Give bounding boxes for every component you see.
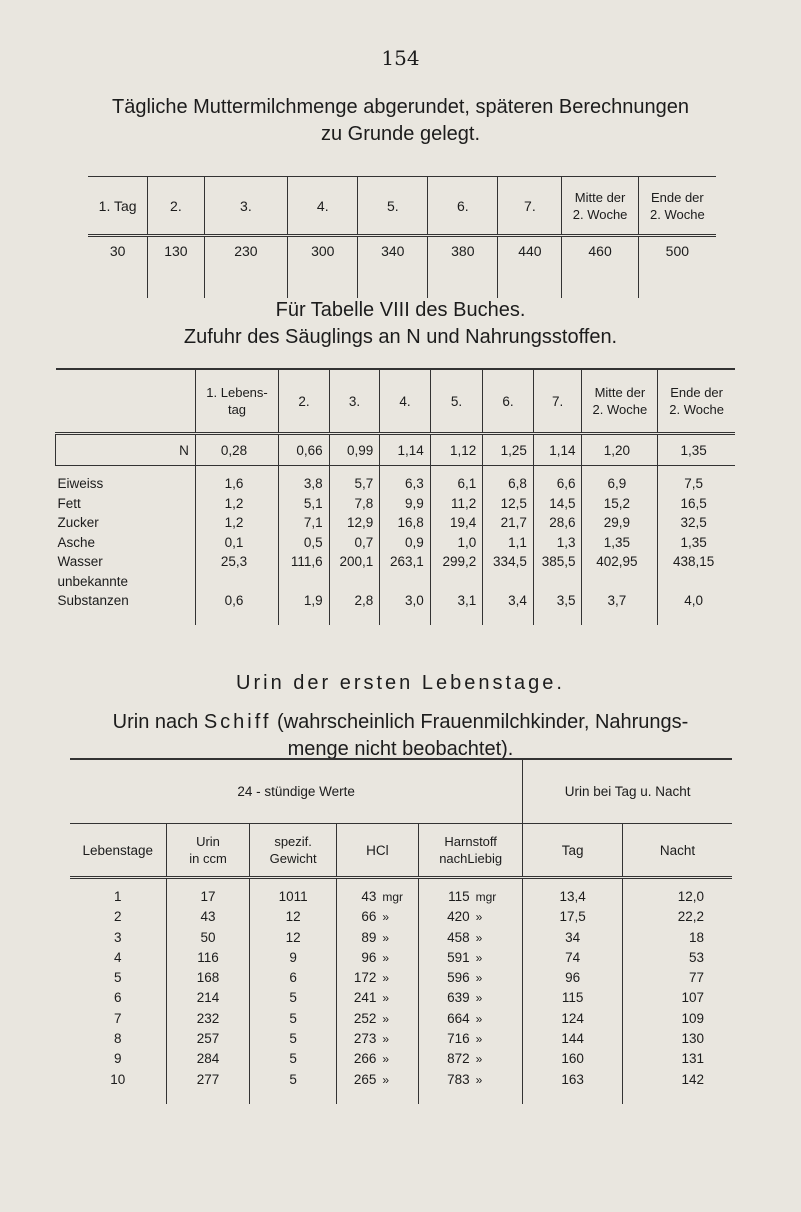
table-row — [70, 878, 732, 908]
unit: » — [382, 930, 390, 945]
table-cell: 1,35 — [658, 533, 735, 553]
table-cell-tag: 34 — [523, 928, 623, 948]
unit: » — [475, 1032, 483, 1047]
table-cell — [582, 572, 658, 592]
page-number: 154 — [381, 46, 420, 70]
table-row — [70, 907, 732, 927]
table-cell-nacht: 107 — [622, 988, 732, 1008]
header-cell — [195, 369, 278, 434]
unit: » — [475, 1011, 483, 1026]
title-line: Tägliche Muttermilchmenge abgerundet, späteren Berechnungen — [111, 96, 690, 118]
table-cell: 1,35 — [658, 434, 735, 466]
table-cell: 0,6 — [195, 591, 278, 625]
header-cell: 1. Tag — [98, 197, 137, 214]
table-cell-harn — [419, 907, 523, 927]
header-cell — [582, 369, 658, 434]
urine-table — [70, 758, 732, 1104]
table-cell-hcl — [336, 928, 418, 948]
table-cell-spez: 6 — [250, 968, 336, 988]
table-row — [56, 572, 736, 592]
table-cell: 4,0 — [658, 591, 735, 625]
table-cell: 32,5 — [658, 513, 735, 533]
unit: » — [382, 1032, 390, 1047]
header-cell — [658, 369, 735, 434]
unit: » — [475, 930, 483, 945]
table-cell: 230 — [204, 236, 288, 299]
header-cell: 6. — [483, 369, 534, 434]
table-row — [70, 1029, 732, 1049]
table-cell: 3,4 — [483, 591, 534, 625]
table-cell: 340 — [358, 236, 428, 299]
row-label: unbekannte — [57, 573, 129, 589]
header-cell — [638, 177, 716, 236]
header-line: Mitte der — [574, 189, 626, 205]
table-cell-day: 8 — [114, 1031, 122, 1047]
table-row — [70, 1049, 732, 1069]
table-cell: 1,14 — [533, 434, 582, 466]
milk-amount-table — [88, 176, 716, 298]
table-row — [56, 591, 736, 625]
nutrient-rows — [56, 466, 736, 625]
table-cell: 6,3 — [380, 466, 431, 494]
table-cell-nacht: 130 — [622, 1029, 732, 1049]
table-cell-nacht: 131 — [622, 1049, 732, 1069]
table-cell-day: 2 — [114, 909, 122, 925]
header-cell: Lebenstage — [82, 842, 154, 858]
header-cell: 4. — [288, 177, 358, 236]
value: 420 — [447, 909, 470, 925]
value: 66 — [361, 909, 377, 925]
table-cell-day: 9 — [114, 1051, 122, 1067]
header-cell: 3. — [329, 369, 380, 434]
table-cell: 1,6 — [195, 466, 278, 494]
table-cell-tag: 17,5 — [523, 907, 623, 927]
row-label: Asche — [57, 534, 96, 550]
table-cell: 0,99 — [329, 434, 380, 466]
header-cell: 4. — [380, 369, 431, 434]
unit: » — [382, 971, 390, 986]
table-cell — [195, 572, 278, 592]
header-line: Ende der — [650, 189, 704, 205]
table-cell-day: 3 — [114, 929, 122, 945]
table-cell: 16,8 — [380, 513, 431, 533]
table-cell: 19,4 — [430, 513, 482, 533]
table-cell: 1,2 — [195, 513, 278, 533]
value: 172 — [353, 970, 377, 986]
unit: » — [475, 950, 483, 965]
header-line: 2. Woche — [669, 402, 724, 417]
header-cell — [166, 824, 250, 878]
header-cell — [562, 177, 638, 236]
table-cell-day: 5 — [114, 970, 122, 986]
table-cell-harn — [419, 1029, 523, 1049]
value: 252 — [353, 1010, 377, 1026]
table-row — [88, 236, 716, 299]
value: 639 — [447, 990, 470, 1006]
table-cell: 12,5 — [483, 494, 534, 514]
table-cell: 1,14 — [380, 434, 431, 466]
header-line: 2. Woche — [650, 206, 705, 222]
table-cell: 200,1 — [329, 552, 380, 572]
row-label: N — [56, 434, 196, 466]
header-cell-empty — [56, 369, 196, 434]
value: 664 — [447, 1010, 470, 1026]
table-cell: 0,66 — [279, 434, 329, 466]
title-segment: Urin nach — [112, 711, 199, 733]
header-line: Gewicht — [269, 851, 317, 866]
author-name: Schiff — [203, 711, 272, 733]
table-cell: 500 — [638, 236, 716, 299]
table-cell-harn — [419, 1070, 523, 1104]
table-cell-spez: 9 — [250, 948, 336, 968]
table-cell-hcl — [336, 948, 418, 968]
table-cell: 7,5 — [658, 466, 735, 494]
unit: » — [382, 1052, 390, 1067]
table-cell: 6,9 — [582, 466, 658, 494]
table-cell — [533, 572, 582, 592]
table-cell-hcl — [336, 988, 418, 1008]
table-row — [56, 552, 736, 572]
table-cell-harn — [419, 968, 523, 988]
header-cell: 5. — [358, 177, 428, 236]
table-cell: 3,8 — [279, 466, 329, 494]
header-cell: HCl — [336, 824, 418, 878]
table-cell-nacht: 142 — [622, 1070, 732, 1104]
nutrient-table — [55, 368, 735, 625]
header-line: in ccm — [189, 851, 227, 866]
table-cell-harn — [419, 988, 523, 1008]
title-segment: (wahrscheinlich Frauenmilchkinder, Nahrungs- — [277, 711, 689, 733]
table-cell-spez: 1011 — [250, 878, 336, 908]
header-cell: 2. — [279, 369, 329, 434]
table-cell-tag: 115 — [523, 988, 623, 1008]
table-cell: 300 — [288, 236, 358, 299]
header-line: nachLiebig — [439, 851, 503, 866]
table-cell-harn — [419, 1009, 523, 1029]
value: 591 — [447, 949, 470, 965]
table-cell: 28,6 — [533, 513, 582, 533]
header-cell: Tag — [523, 824, 623, 878]
table-cell: 334,5 — [483, 552, 534, 572]
table-cell: 29,9 — [582, 513, 658, 533]
table-cell — [658, 572, 735, 592]
title-line: Zufuhr des Säuglings an N und Nahrungsstoffen. — [183, 326, 618, 348]
table-cell: 460 — [562, 236, 638, 299]
table-cell-harn — [419, 1049, 523, 1069]
header-line: Mitte der — [594, 385, 646, 400]
value: 596 — [447, 970, 470, 986]
group-header-row — [70, 759, 732, 824]
table-cell: 6,8 — [483, 466, 534, 494]
row-label: Fett — [57, 495, 81, 511]
table-cell: 440 — [498, 236, 562, 299]
header-line: Harnstoff — [444, 834, 497, 849]
title-line: menge nicht beobachtet). — [287, 738, 514, 760]
unit: » — [475, 910, 483, 925]
table-cell-tag: 160 — [523, 1049, 623, 1069]
title-line — [0, 709, 801, 736]
header-cell: 3. — [204, 177, 288, 236]
table-cell: 1,0 — [430, 533, 482, 553]
table-row-n — [56, 434, 736, 466]
unit: » — [382, 1011, 390, 1026]
header-line: tag — [227, 402, 247, 417]
table-row — [70, 1009, 732, 1029]
value: 241 — [353, 990, 377, 1006]
table-row — [70, 988, 732, 1008]
group-header: Urin bei Tag u. Nacht — [523, 759, 732, 824]
title-line: Für Tabelle VIII des Buches. — [275, 299, 526, 321]
table-cell — [483, 572, 534, 592]
table-row — [70, 1070, 732, 1104]
value: 89 — [361, 929, 377, 945]
table-cell: 0,5 — [279, 533, 329, 553]
table-cell-spez: 5 — [250, 1049, 336, 1069]
table-cell-day: 4 — [114, 949, 122, 965]
table-cell-hcl — [336, 878, 418, 908]
table-cell-harn — [419, 928, 523, 948]
value: 43 — [361, 889, 377, 904]
table-cell-tag: 13,4 — [523, 878, 623, 908]
table-cell-harn — [419, 948, 523, 968]
table-cell-nacht: 22,2 — [622, 907, 732, 927]
unit: » — [475, 1072, 483, 1087]
row-label: Wasser — [57, 554, 103, 569]
table-cell-urin: 232 — [166, 1009, 250, 1029]
table-cell: 2,8 — [329, 591, 380, 625]
table-cell: 299,2 — [430, 552, 482, 572]
table-cell-tag: 74 — [523, 948, 623, 968]
table-cell-urin: 257 — [166, 1029, 250, 1049]
table-cell-nacht: 12,0 — [622, 878, 732, 908]
value: 273 — [353, 1031, 377, 1047]
unit: » — [382, 910, 390, 925]
table-cell: 30 — [109, 243, 126, 259]
table-cell-tag: 163 — [523, 1070, 623, 1104]
table-cell: 1,20 — [582, 434, 658, 466]
value: 872 — [447, 1051, 470, 1067]
header-cell: 2. — [148, 177, 204, 236]
table-cell-hcl — [336, 1070, 418, 1104]
table-cell: 6,6 — [533, 466, 582, 494]
table-cell-spez: 12 — [250, 907, 336, 927]
table-row — [70, 968, 732, 988]
header-cell — [419, 824, 523, 878]
table-cell: 15,2 — [582, 494, 658, 514]
urine-rows — [70, 878, 732, 1104]
table-cell — [380, 572, 431, 592]
table-cell: 9,9 — [380, 494, 431, 514]
value: 458 — [447, 929, 470, 945]
table-cell-spez: 5 — [250, 1009, 336, 1029]
header-row — [70, 824, 732, 878]
table-cell — [279, 572, 329, 592]
table-cell-urin: 214 — [166, 988, 250, 1008]
table-cell-nacht: 109 — [622, 1009, 732, 1029]
table-cell-hcl — [336, 1049, 418, 1069]
table-cell-tag: 144 — [523, 1029, 623, 1049]
row-label: Eiweiss — [57, 476, 104, 491]
header-line: Ende der — [670, 385, 723, 400]
table-row — [56, 494, 736, 514]
table-cell: 263,1 — [380, 552, 431, 572]
table-cell: 380 — [428, 236, 498, 299]
title-nutrient-intake — [0, 297, 801, 351]
table-cell: 1,9 — [279, 591, 329, 625]
header-line: spezif. — [274, 834, 312, 849]
header-line: 1. Lebens- — [206, 385, 268, 400]
header-row — [88, 177, 716, 236]
unit: » — [475, 1052, 483, 1067]
table-cell: 1,35 — [582, 533, 658, 553]
header-cell: 5. — [430, 369, 482, 434]
table-cell-spez: 12 — [250, 928, 336, 948]
table-cell: 0,7 — [329, 533, 380, 553]
table-cell-day: 1 — [114, 889, 122, 904]
value: 783 — [447, 1071, 470, 1087]
table-cell: 7,8 — [329, 494, 380, 514]
header-row — [56, 369, 736, 434]
table-cell-hcl — [336, 1009, 418, 1029]
table-cell-hcl — [336, 1029, 418, 1049]
table-cell-spez: 5 — [250, 988, 336, 1008]
value: 265 — [353, 1071, 377, 1087]
table-row — [56, 513, 736, 533]
table-cell-day: 6 — [114, 990, 122, 1006]
table-cell: 1,3 — [533, 533, 582, 553]
table-cell: 6,1 — [430, 466, 482, 494]
table-cell-day: 10 — [110, 1071, 126, 1087]
table-cell: 3,1 — [430, 591, 482, 625]
table-cell-urin: 43 — [166, 907, 250, 927]
table-cell: 438,15 — [658, 552, 735, 572]
title-urine-schiff — [0, 709, 801, 763]
table-row — [70, 948, 732, 968]
table-cell — [430, 572, 482, 592]
table-row — [70, 928, 732, 948]
table-cell-nacht: 77 — [622, 968, 732, 988]
table-cell: 12,9 — [329, 513, 380, 533]
table-cell: 21,7 — [483, 513, 534, 533]
unit: » — [382, 991, 390, 1006]
unit: » — [382, 950, 390, 965]
table-cell: 3,0 — [380, 591, 431, 625]
unit: » — [475, 971, 483, 986]
table-row — [56, 533, 736, 553]
table-cell: 3,5 — [533, 591, 582, 625]
table-cell-spez: 5 — [250, 1029, 336, 1049]
table-cell: 11,2 — [430, 494, 482, 514]
table-cell-nacht: 53 — [622, 948, 732, 968]
table-cell: 0,28 — [195, 434, 278, 466]
table-cell-tag: 96 — [523, 968, 623, 988]
table-cell — [329, 572, 380, 592]
table-cell-day: 7 — [114, 1010, 122, 1026]
group-header: 24 - stündige Werte — [237, 784, 355, 799]
unit: » — [382, 1072, 390, 1087]
table-cell-urin: 17 — [166, 878, 250, 908]
header-line: 2. Woche — [592, 402, 648, 417]
row-label: Substanzen — [57, 593, 129, 608]
table-cell: 7,1 — [279, 513, 329, 533]
table-cell: 25,3 — [195, 552, 278, 572]
value: 266 — [353, 1051, 377, 1067]
unit: mgr — [382, 890, 404, 904]
title-line: zu Grunde gelegt. — [321, 123, 480, 145]
table-cell: 1,12 — [430, 434, 482, 466]
header-line: 2. Woche — [572, 206, 628, 222]
table-cell-spez: 5 — [250, 1070, 336, 1104]
table-cell: 1,2 — [195, 494, 278, 514]
table-cell-hcl — [336, 907, 418, 927]
value: 96 — [361, 949, 377, 965]
header-cell — [250, 824, 336, 878]
table-cell: 1,1 — [483, 533, 534, 553]
header-cell: Nacht — [622, 824, 732, 878]
table-cell-urin: 284 — [166, 1049, 250, 1069]
unit: mgr — [475, 890, 497, 904]
header-line: Urin — [196, 834, 220, 849]
table-cell: 3,7 — [582, 591, 658, 625]
title-milk-amount — [0, 94, 801, 148]
table-cell-tag: 124 — [523, 1009, 623, 1029]
table-cell: 402,95 — [582, 552, 658, 572]
value: 716 — [447, 1031, 470, 1047]
table-cell: 0,9 — [380, 533, 431, 553]
title-urine: Urin der ersten Lebenstage. — [236, 672, 565, 694]
header-cell: 7. — [498, 177, 562, 236]
table-cell-hcl — [336, 968, 418, 988]
table-cell: 0,1 — [195, 533, 278, 553]
table-cell: 385,5 — [533, 552, 582, 572]
table-cell-urin: 116 — [166, 948, 250, 968]
table-cell-urin: 277 — [166, 1070, 250, 1104]
table-cell-nacht: 18 — [622, 928, 732, 948]
table-row — [56, 466, 736, 494]
table-cell: 130 — [148, 236, 204, 299]
table-cell: 5,1 — [279, 494, 329, 514]
table-cell: 14,5 — [533, 494, 582, 514]
table-cell: 16,5 — [658, 494, 735, 514]
value: 115 — [448, 889, 470, 904]
header-cell: 7. — [533, 369, 582, 434]
table-cell-harn — [419, 878, 523, 908]
unit: » — [475, 991, 483, 1006]
table-cell: 111,6 — [279, 552, 329, 572]
table-cell-urin: 50 — [166, 928, 250, 948]
table-cell: 5,7 — [329, 466, 380, 494]
header-cell: 6. — [428, 177, 498, 236]
table-cell-urin: 168 — [166, 968, 250, 988]
row-label: Zucker — [57, 515, 99, 530]
table-cell: 1,25 — [483, 434, 534, 466]
